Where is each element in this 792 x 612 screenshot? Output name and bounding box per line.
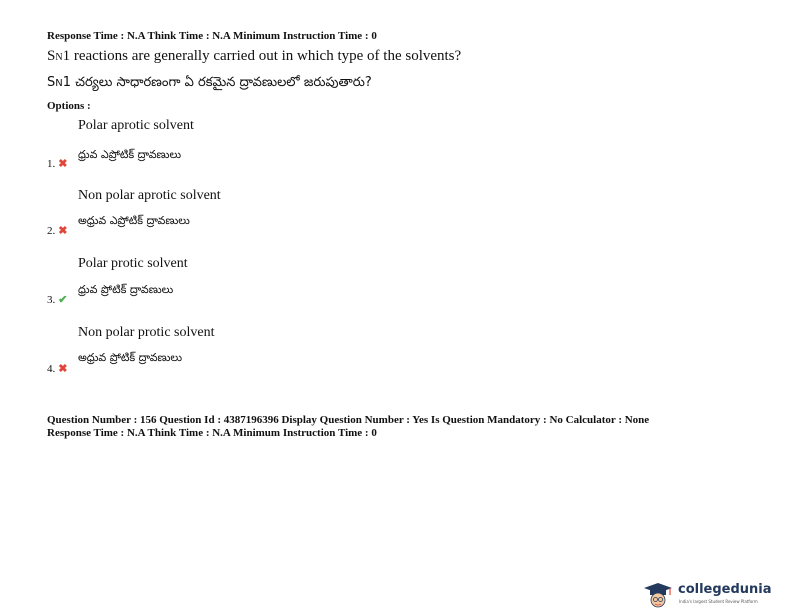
option-4-number-row: [47, 362, 67, 375]
logo-wordmark: collegedunia: [678, 582, 772, 597]
logo-tagline: India's largest Student Review Platform: [679, 599, 758, 604]
option-3-number: 3.: [47, 294, 56, 306]
option-1-number-row: [47, 157, 67, 170]
option-1-number: 1.: [47, 158, 56, 170]
option-2-number: 2.: [47, 225, 56, 237]
question-text-english: SN1 reactions are generally carried out in which type of the solvents?: [47, 48, 462, 64]
option-4-number: 4.: [47, 363, 56, 375]
option-4-english: Non polar protic solvent: [78, 325, 215, 340]
option-3-english: Polar protic solvent: [78, 256, 188, 271]
checkmark-icon: ✔: [58, 294, 68, 306]
cross-icon: ✖: [58, 225, 68, 237]
cross-icon: ✖: [58, 158, 68, 170]
option-1-english: Polar aprotic solvent: [78, 118, 194, 133]
question-text-telugu: SN1 చర్యలు సాధారణంగా ఏ రకమైన ద్రావణులలో జరుపుతారు?: [47, 75, 372, 90]
option-3-number-row: [47, 293, 67, 306]
option-3-telugu: ధ్రువ ప్రోటిక్ ద్రావణులు: [78, 283, 174, 296]
option-2-english: Non polar aprotic solvent: [78, 188, 221, 203]
footer-question-info: Question Number : 156 Question Id : 4387196396 Display Question Number : Yes Is Question Mandatory : No Calculator : None: [47, 414, 650, 426]
option-4-telugu: అధ్రువ ప్రోటిక్ ద్రావణులు: [78, 351, 183, 364]
option-2-number-row: [47, 224, 67, 237]
collegedunia-logo: [640, 580, 790, 608]
graduate-mascot-icon: [640, 580, 676, 608]
header-timing: Response Time : N.A Think Time : N.A Minimum Instruction Time : 0: [47, 30, 377, 42]
option-1-telugu: ధ్రువ ఎప్రోటిక్ ద్రావణులు: [78, 148, 182, 161]
footer-timing: Response Time : N.A Think Time : N.A Minimum Instruction Time : 0: [47, 427, 377, 439]
cross-icon: ✖: [58, 363, 68, 375]
option-2-telugu: అధ్రువ ఎప్రోటిక్ ద్రావణులు: [78, 214, 190, 227]
options-label: Options :: [47, 100, 91, 112]
